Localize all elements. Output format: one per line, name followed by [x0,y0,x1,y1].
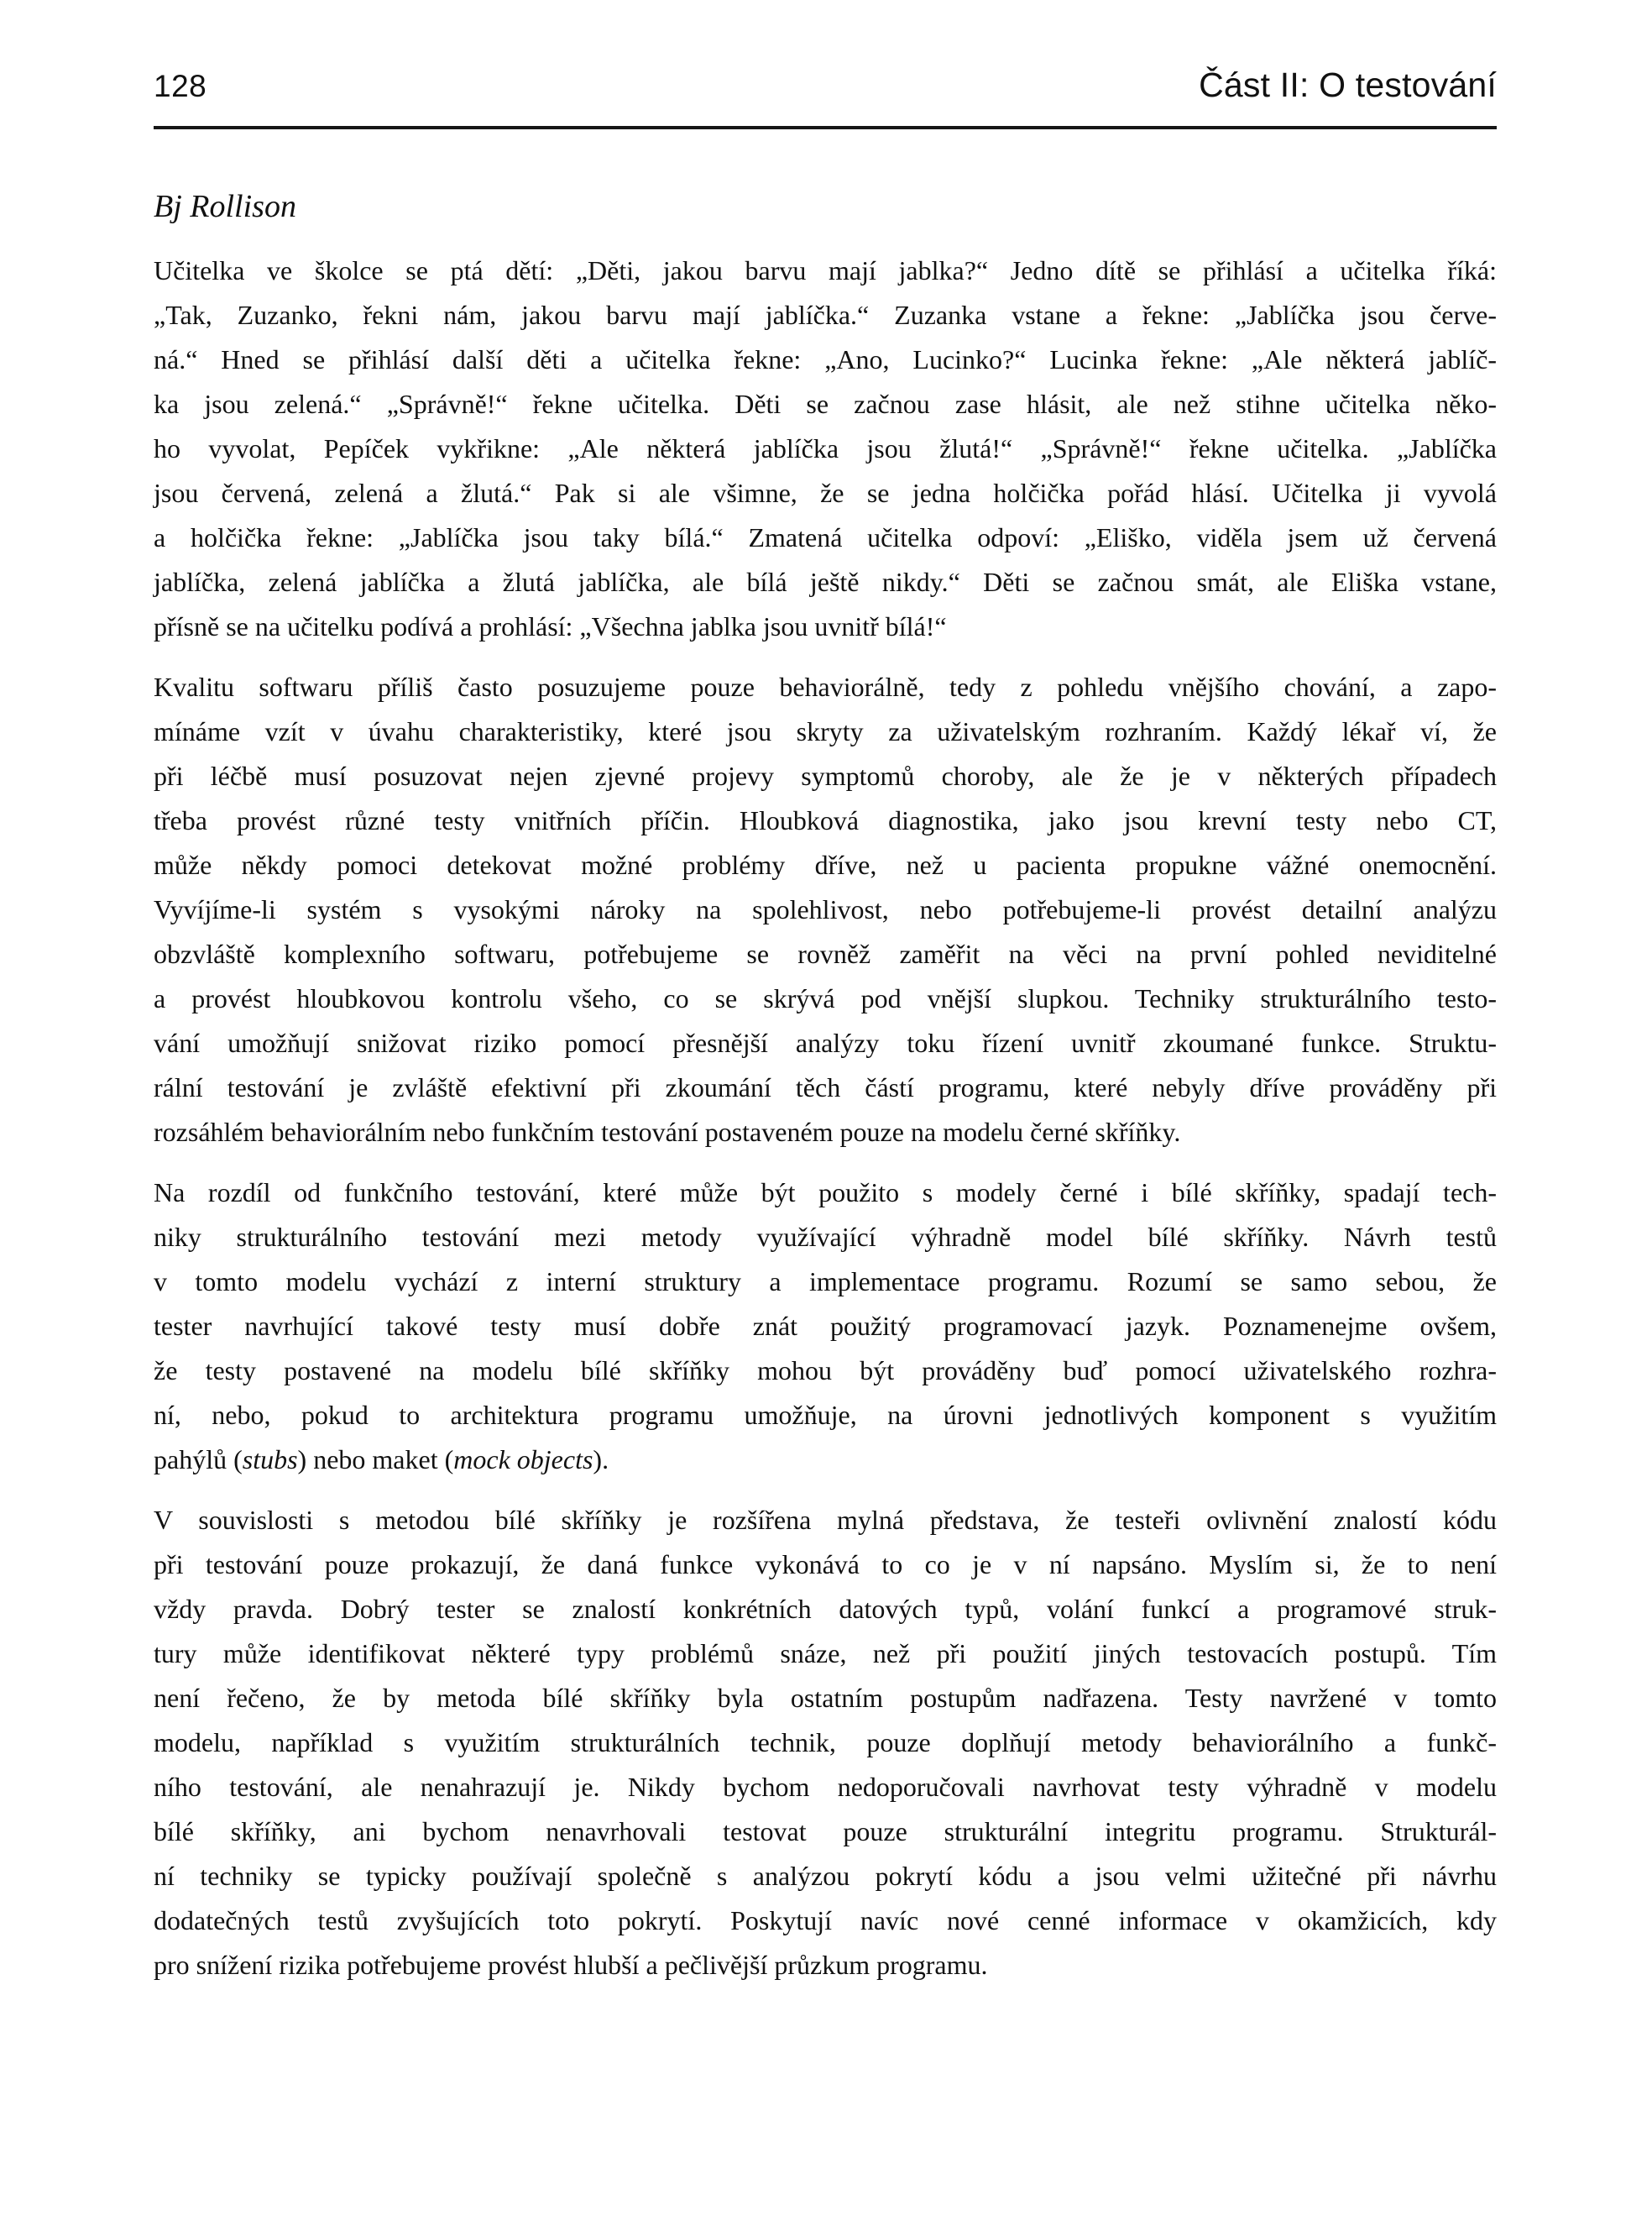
text-line: tester navrhující takové testy musí dobře znát použitý programovací jazyk. Poznamenejme ovšem, [154,1311,1497,1341]
text-line: Učitelka ve školce se ptá dětí: „Děti, jakou barvu mají jablka?“ Jedno dítě se přihlásí a učitelka říká: [154,255,1497,285]
running-header [154,65,1497,105]
text-line: bílé skříňky, ani bychom nenavrhovali testovat pouze strukturální integritu programu. Strukturál- [154,1816,1497,1846]
text-line: rální testování je zvláště efektivní při zkoumání těch částí programu, které nebyly dříve prováděny při [154,1072,1497,1102]
text-line: obzvláště komplexního softwaru, potřebujeme se rovněž zaměřit na věci na první pohled neviditelné [154,939,1497,969]
body-text [154,249,1497,1987]
text-line: vání umožňují snižovat riziko pomocí přesnější analýzy toku řízení uvnitř zkoumané funkce. Struktu- [154,1028,1497,1058]
text-line: a provést hloubkovou kontrolu všeho, co se skrývá pod vnější slupkou. Techniky strukturálního testo- [154,983,1497,1013]
text-line: V souvislosti s metodou bílé skříňky je rozšířena mylná představa, že testeři ovlivnění znalostí kódu [154,1505,1497,1535]
text-line: Kvalitu softwaru příliš často posuzujeme pouze behaviorálně, tedy z pohledu vnějšího chování, a zapo- [154,672,1497,702]
text-line: pahýlů (stubs) nebo maket (mock objects). [154,1444,609,1474]
author-name: Bj Rollison [154,189,296,224]
section-title: Část II: O testování [1199,65,1497,104]
text-line: jablíčka, zelená jablíčka a žlutá jablíčka, ale bílá ještě nikdy.“ Děti se začnou smát, ale Eliška vstane, [154,567,1497,597]
text-line: dodatečných testů zvyšujících toto pokrytí. Poskytují navíc nové cenné informace v okamžicích, kdy [154,1905,1497,1935]
text-line: tury může identifikovat některé typy problémů snáze, než při použití jiných testovacích postupů. Tím [154,1638,1497,1668]
text-line: rozsáhlém behaviorálním nebo funkčním testování postaveném pouze na modelu černé skříňky. [154,1117,1181,1147]
text-line: v tomto modelu vychází z interní struktury a implementace programu. Rozumí se samo sebou, že [154,1266,1497,1296]
text-line: niky strukturálního testování mezi metody využívající výhradně model bílé skříňky. Návrh testů [154,1222,1497,1252]
paragraph [154,249,1497,649]
text-line: při léčbě musí posuzovat nejen zjevné projevy symptomů choroby, ale že je v některých případech [154,761,1497,791]
text-line: ka jsou zelená.“ „Správně!“ řekne učitelka. Děti se začnou zase hlásit, ale než stihne učitelka něko- [154,389,1497,419]
paragraph [154,1170,1497,1482]
text-line: Vyvíjíme-li systém s vysokými nároky na spolehlivost, nebo potřebujeme-li provést detailní analýzu [154,894,1497,924]
text-line: „Tak, Zuzanko, řekni nám, jakou barvu mají jablíčka.“ Zuzanka vstane a řekne: „Jablíčka jsou červe- [154,300,1497,330]
text-line: vždy pravda. Dobrý tester se znalostí konkrétních datových typů, volání funkcí a programové struk- [154,1594,1497,1624]
text-line: přísně se na učitelku podívá a prohlásí: „Všechna jablka jsou uvnitř bílá!“ [154,611,947,642]
text-line: ního testování, ale nenahrazují je. Nikdy bychom nedoporučovali navrhovat testy výhradně v modelu [154,1772,1497,1802]
text-line: jsou červená, zelená a žlutá.“ Pak si ale všimne, že se jedna holčička pořád hlásí. Učitelka ji vyvolá [154,478,1497,508]
text-line: ní, nebo, pokud to architektura programu umožňuje, na úrovni jednotlivých komponent s využitím [154,1400,1497,1430]
text-line: může někdy pomoci detekovat možné problémy dříve, než u pacienta propukne vážné onemocnění. [154,850,1497,880]
paragraph [154,1498,1497,1987]
text-line: a holčička řekne: „Jablíčka jsou taky bílá.“ Zmatená učitelka odpoví: „Eliško, viděla jsem už červená [154,522,1497,553]
header-rule-divider [154,126,1497,129]
page-number: 128 [154,69,207,103]
text-line: ná.“ Hned se přihlásí další děti a učitelka řekne: „Ano, Lucinko?“ Lucinka řekne: „Ale některá jablíč- [154,344,1497,374]
text-line: třeba provést různé testy vnitřních příčin. Hloubková diagnostika, jako jsou krevní testy nebo CT, [154,805,1497,835]
text-line: ho vyvolat, Pepíček vykřikne: „Ale některá jablíčka jsou žlutá!“ „Správně!“ řekne učitelka. „Jablíčka [154,433,1497,463]
text-line: mínáme vzít v úvahu charakteristiky, které jsou skryty za uživatelským rozhraním. Každý lékař ví, že [154,716,1497,746]
text-line: ní techniky se typicky používají společně s analýzou pokrytí kódu a jsou velmi užitečné při návrhu [154,1861,1497,1891]
text-line: Na rozdíl od funkčního testování, které může být použito s modely černé i bílé skříňky, spadají tech- [154,1177,1497,1207]
text-line: není řečeno, že by metoda bílé skříňky byla ostatním postupům nadřazena. Testy navržené v tomto [154,1683,1497,1713]
text-line: že testy postavené na modelu bílé skříňky mohou být prováděny buď pomocí uživatelského rozhra- [154,1355,1497,1385]
text-line: modelu, například s využitím strukturálních technik, pouze doplňují metody behaviorálního a funkč- [154,1727,1497,1757]
paragraph [154,665,1497,1155]
text-line: při testování pouze prokazují, že daná funkce vykonává to co je v ní napsáno. Myslím si, že to není [154,1549,1497,1579]
text-line: pro snížení rizika potřebujeme provést hlubší a pečlivější průzkum programu. [154,1950,988,1980]
